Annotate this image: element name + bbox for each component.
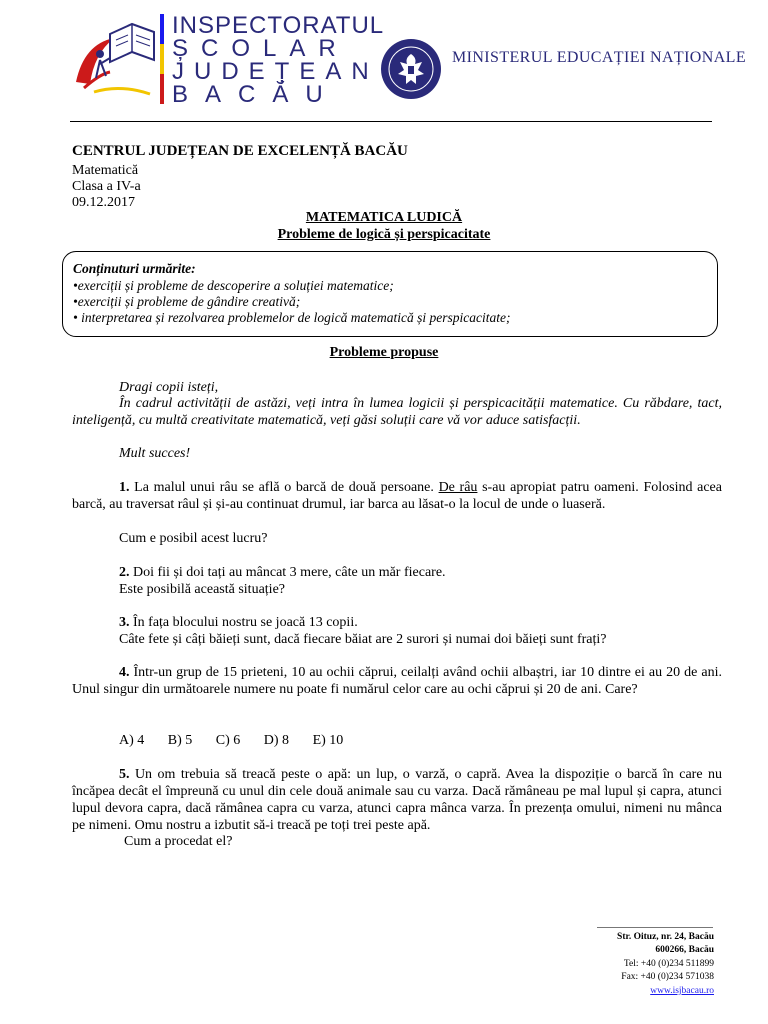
problem-1 <box>72 479 722 513</box>
answer-option: A) 4 <box>119 733 145 748</box>
problem-4 <box>72 664 722 698</box>
footer-fax: Fax: +40 (0)234 571038 <box>621 972 714 982</box>
problem-number: 4. <box>119 665 130 680</box>
answer-option: B) 5 <box>167 733 193 748</box>
isj-title-line-4: BACĂU <box>172 81 340 108</box>
intro-closing: Mult succes! <box>119 446 191 461</box>
footer-divider <box>597 927 713 928</box>
footer-address-street: Str. Oituz, nr. 24, Bacău <box>617 932 714 942</box>
ministry-name: MINISTERUL EDUCAȚIEI NAȚIONALE <box>452 49 747 66</box>
problem-number: 5. <box>119 767 130 782</box>
problem-text: Într-un grup de 15 prieteni, 10 au ochii căprui, ceilalți având ochii albaștri, iar 10 dintre ei au 20 de ani. Unul singur din următoarele numere nu poate fi numărul celor care au ochi căprui și 20 de ani. Care? <box>72 665 722 697</box>
center-name: CENTRUL JUDEȚEAN DE EXCELENȚĂ BACĂU <box>72 143 408 159</box>
objective-item: •exerciții și probleme de gândire creativă; <box>73 294 301 309</box>
problem-2-question: Este posibilă această situație? <box>119 582 285 597</box>
subject: Matematică <box>72 163 139 178</box>
date: 09.12.2017 <box>72 195 135 210</box>
intro-greeting: Dragi copii isteți, <box>119 380 219 395</box>
problem-number: 2. <box>119 565 130 580</box>
problem-5-question: Cum a procedat el? <box>124 834 233 849</box>
problem-underlined-text: De râu <box>438 480 478 495</box>
objectives-heading: Conținuturi urmărite: <box>73 261 196 276</box>
problem-5 <box>72 766 722 834</box>
tricolor-bar <box>160 14 164 104</box>
problem-text: În fața blocului nostru se joacă 13 copii. <box>129 615 358 630</box>
problems-heading: Probleme propuse <box>329 345 439 360</box>
problem-text: Un om trebuia să treacă peste o apă: un lup, o varză, o capră. Avea la dispoziție o barcă în care nu încăpea decât el împreună cu unul din cele două animale sau cu varza. Dacă rămâneau pe mal lupul și capra, atunci lupul devora capra, dacă rămânea capra cu varza, atunci capra mânca varza. În prezența omului, nimeni nu mânca pe nimeni. Omu nostru a izbutit să-i treacă pe toți trei peste apă. <box>72 767 722 833</box>
intro-paragraph: În cadrul activității de astăzi, veți intra în lumea logicii și perspicacității matematice. Cu răbdare, tact, inteligență, cu multă creativitate matematică, veți găsi soluții care vă vor aduce satisfacții. <box>72 396 722 428</box>
objective-item: • interpretarea și rezolvarea problemelor de logică matematică și perspicacitate; <box>73 310 511 325</box>
problem-text: Doi fii și doi tați au mâncat 3 mere, câte un măr fiecare. <box>129 565 446 580</box>
header-divider <box>70 121 712 122</box>
answer-option: E) 10 <box>312 733 344 748</box>
problem-1-question: Cum e posibil acest lucru? <box>119 531 268 546</box>
government-seal-icon <box>380 38 442 100</box>
problem-text: s-au apropiat patru oameni. Folosind acea barcă, au traversat râul și și-au continuat drumul, iar barca au lăsat-o la locul de unde o luaseră. <box>72 480 722 512</box>
page-subtitle: Probleme de logică și perspicacitate <box>277 227 491 242</box>
problem-3 <box>119 614 358 631</box>
problem-text: La malul unui râu se află o barcă de două persoane. <box>129 480 439 495</box>
isj-title-line-2: ȘCOLAR <box>172 35 349 62</box>
isj-title-line-1: INSPECTORATUL <box>172 12 385 39</box>
problem-4-options <box>119 732 363 749</box>
grade: Clasa a IV-a <box>72 179 141 194</box>
problem-2 <box>119 564 446 581</box>
isj-title-line-3: JUDEȚEAN <box>172 58 379 85</box>
problem-3-question: Câte fete și câți băieți sunt, dacă fiecare băiat are 2 surori și numai doi băieți sunt frați? <box>119 632 607 647</box>
problem-number: 1. <box>119 480 130 495</box>
page-title: MATEMATICA LUDICĂ <box>305 210 463 225</box>
footer-website-link[interactable]: www.isjbacau.ro <box>650 986 714 996</box>
answer-option: C) 6 <box>215 733 241 748</box>
footer-phone: Tel: +40 (0)234 511899 <box>623 959 714 969</box>
content-objectives-box <box>62 251 718 337</box>
problem-number: 3. <box>119 615 130 630</box>
objective-item: •exerciții și probleme de descoperire a soluției matematice; <box>73 278 394 293</box>
answer-option: D) 8 <box>263 733 290 748</box>
footer-address-city: 600266, Bacău <box>655 945 714 955</box>
isj-logo <box>70 14 166 104</box>
